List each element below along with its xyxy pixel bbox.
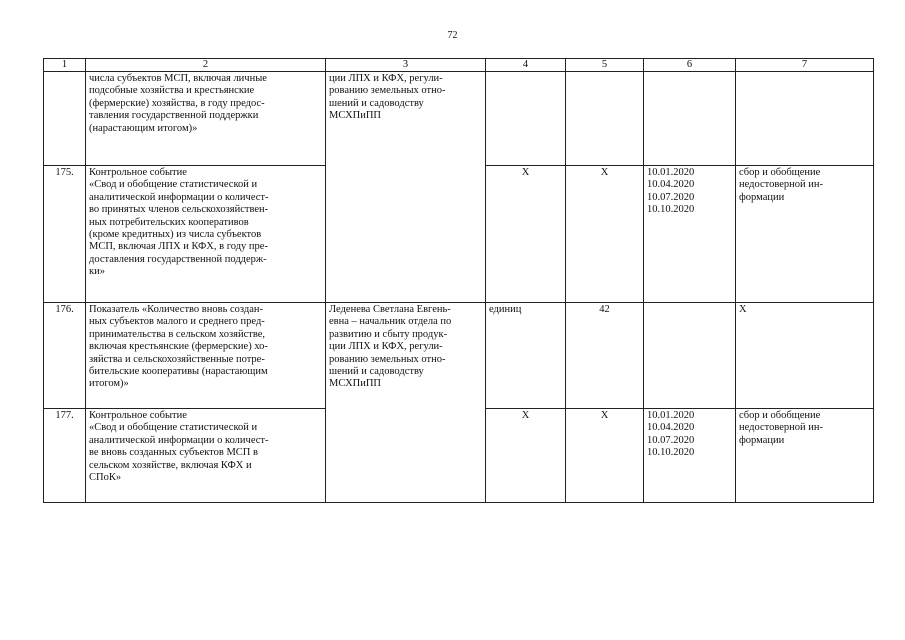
row-unit <box>486 72 566 166</box>
row-description <box>86 166 326 303</box>
row-dates <box>644 72 736 166</box>
text-line: сбор и обобщение <box>739 167 821 178</box>
text-line: Показатель «Количество вновь создан- <box>89 304 263 315</box>
text-line: зяйства и сельскохозяйственные потре- <box>89 353 265 365</box>
row-value: Х <box>566 409 644 503</box>
header-col-2: 2 <box>86 59 326 72</box>
row-risk <box>736 72 874 166</box>
text-line: ции ЛПХ и КФХ, регули- <box>329 341 443 353</box>
text-line: итогом)» <box>89 378 129 390</box>
text-line: ных субъектов малого и среднего пред- <box>89 316 265 328</box>
date-line: 10.10.2020 <box>647 447 695 459</box>
row-risk <box>736 303 874 409</box>
text-line: ки» <box>89 266 105 278</box>
text-line: бительские кооперативы (нарастающим <box>89 366 268 378</box>
text-line: ве вновь созданных субъектов МСП в <box>89 447 258 459</box>
row-value <box>566 72 644 166</box>
text-line: аналитической информации о количест- <box>89 191 269 203</box>
page-number: 72 <box>447 30 458 41</box>
row-risk <box>736 409 874 503</box>
date-line: 10.07.2020 <box>647 191 695 203</box>
text-line: подсобные хозяйства и крестьянские <box>89 85 255 97</box>
text-line: шений и садоводству <box>329 97 424 109</box>
date-line: 10.07.2020 <box>647 434 695 446</box>
row-responsible <box>326 303 486 503</box>
date-line: 10.04.2020 <box>647 422 695 434</box>
text-line: СПоК» <box>89 472 122 484</box>
header-col-7: 7 <box>736 59 874 72</box>
text-line: (нарастающим итогом)» <box>89 122 198 134</box>
date-line: 10.04.2020 <box>647 179 695 191</box>
header-col-3: 3 <box>326 59 486 72</box>
text-line: рованию земельных отно- <box>329 353 446 365</box>
text-line: Х <box>739 304 747 315</box>
text-line: «Свод и обобщение статистической и <box>89 422 258 434</box>
text-line: (фермерские) хозяйства, в году предос- <box>89 97 265 109</box>
text-line: МСХПиПП <box>329 378 382 390</box>
row-number: 176. <box>44 303 86 409</box>
text-line: доставления государственной поддерж- <box>89 253 267 265</box>
text-line: Контрольное событие <box>89 167 187 178</box>
text-line: формации <box>739 434 785 446</box>
plan-table <box>43 58 874 503</box>
date-line: 10.01.2020 <box>647 167 695 178</box>
row-risk <box>736 166 874 303</box>
row-dates <box>644 166 736 303</box>
text-line: сельском хозяйстве, включая КФХ и <box>89 459 252 471</box>
text-line: развитию и сбыту продук- <box>329 328 448 340</box>
row-unit: Х <box>486 409 566 503</box>
header-col-4: 4 <box>486 59 566 72</box>
header-col-1: 1 <box>44 59 86 72</box>
text-line: «Свод и обобщение статистической и <box>89 179 258 191</box>
row-description <box>86 72 326 166</box>
row-unit: единиц <box>486 303 566 409</box>
table-row <box>44 72 874 166</box>
date-line: 10.01.2020 <box>647 410 695 421</box>
header-row <box>44 59 874 72</box>
row-number: 177. <box>44 409 86 503</box>
text-line: тавления государственной поддержки <box>89 110 259 122</box>
row-description <box>86 409 326 503</box>
text-line: рованию земельных отно- <box>329 85 446 97</box>
text-line: евна – начальник отдела по <box>329 316 452 328</box>
table-row <box>44 303 874 409</box>
text-line: сбор и обобщение <box>739 410 821 421</box>
text-line: числа субъектов МСП, включая личные <box>89 73 267 84</box>
row-number: 175. <box>44 166 86 303</box>
text-line: (кроме кредитных) из числа субъектов <box>89 229 262 241</box>
text-line: аналитической информации о количест- <box>89 434 269 446</box>
row-value: 42 <box>566 303 644 409</box>
date-line: 10.10.2020 <box>647 204 695 216</box>
text-line: во принятых членов сельскохозяйствен- <box>89 204 269 216</box>
text-line: шений и садоводству <box>329 366 424 378</box>
text-line: Контрольное событие <box>89 410 187 421</box>
row-unit: Х <box>486 166 566 303</box>
text-line: принимательства в сельском хозяйстве, <box>89 328 266 340</box>
row-dates <box>644 303 736 409</box>
header-col-6: 6 <box>644 59 736 72</box>
text-line: формации <box>739 191 785 203</box>
text-line: ных потребительских кооперативов <box>89 216 249 228</box>
text-line: ции ЛПХ и КФХ, регули- <box>329 73 443 84</box>
header-col-5: 5 <box>566 59 644 72</box>
row-responsible <box>326 72 486 303</box>
text-line: МСХПиПП <box>329 110 382 122</box>
row-dates <box>644 409 736 503</box>
row-value: Х <box>566 166 644 303</box>
text-line: недостоверной ин- <box>739 179 824 191</box>
text-line: включая крестьянские (фермерские) хо- <box>89 341 268 353</box>
row-description <box>86 303 326 409</box>
text-line: Леденева Светлана Евгень- <box>329 304 451 315</box>
text-line: недостоверной ин- <box>739 422 824 434</box>
text-line: МСП, включая ЛПХ и КФХ, в году пре- <box>89 241 268 253</box>
row-number <box>44 72 86 166</box>
